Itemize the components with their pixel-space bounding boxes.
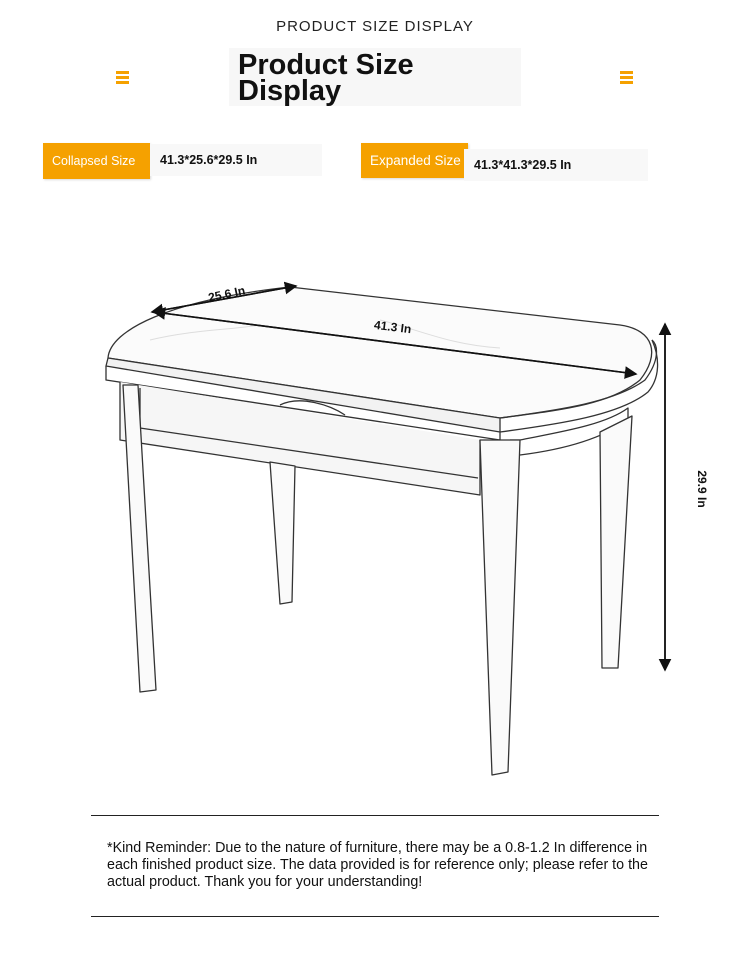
divider-bottom <box>91 916 659 917</box>
leg-front-right <box>480 440 520 775</box>
depth-label: 25.6 In <box>206 283 247 305</box>
expanded-size-value: 41.3*41.3*29.5 In <box>464 149 648 181</box>
kind-reminder: *Kind Reminder: Due to the nature of furniture, there may be a 0.8-1.2 In difference in each finished product size. The data provided is for reference only; please refer to the actual product. Thank you for your understanding! <box>107 840 648 890</box>
top-title: PRODUCT SIZE DISPLAY <box>276 18 474 35</box>
menu-icon-right <box>620 71 633 84</box>
table-drawing <box>0 260 750 800</box>
width-label: 41.3 In <box>373 317 413 337</box>
expanded-size-badge <box>361 143 468 178</box>
collapsed-size-label: Collapsed Size <box>52 154 136 168</box>
divider-top <box>91 815 659 816</box>
collapsed-size-badge <box>43 143 150 179</box>
leg-back-left <box>270 462 295 604</box>
title-line-2: Display <box>238 75 342 107</box>
page-title <box>229 48 521 106</box>
title-line-1: Product Size <box>238 49 414 81</box>
height-label: 29.9 In <box>695 470 709 508</box>
menu-icon-left <box>116 71 129 84</box>
expanded-size-label: Expanded Size <box>370 153 461 168</box>
leg-back-right <box>600 416 632 668</box>
collapsed-size-value: 41.3*25.6*29.5 In <box>150 144 322 176</box>
